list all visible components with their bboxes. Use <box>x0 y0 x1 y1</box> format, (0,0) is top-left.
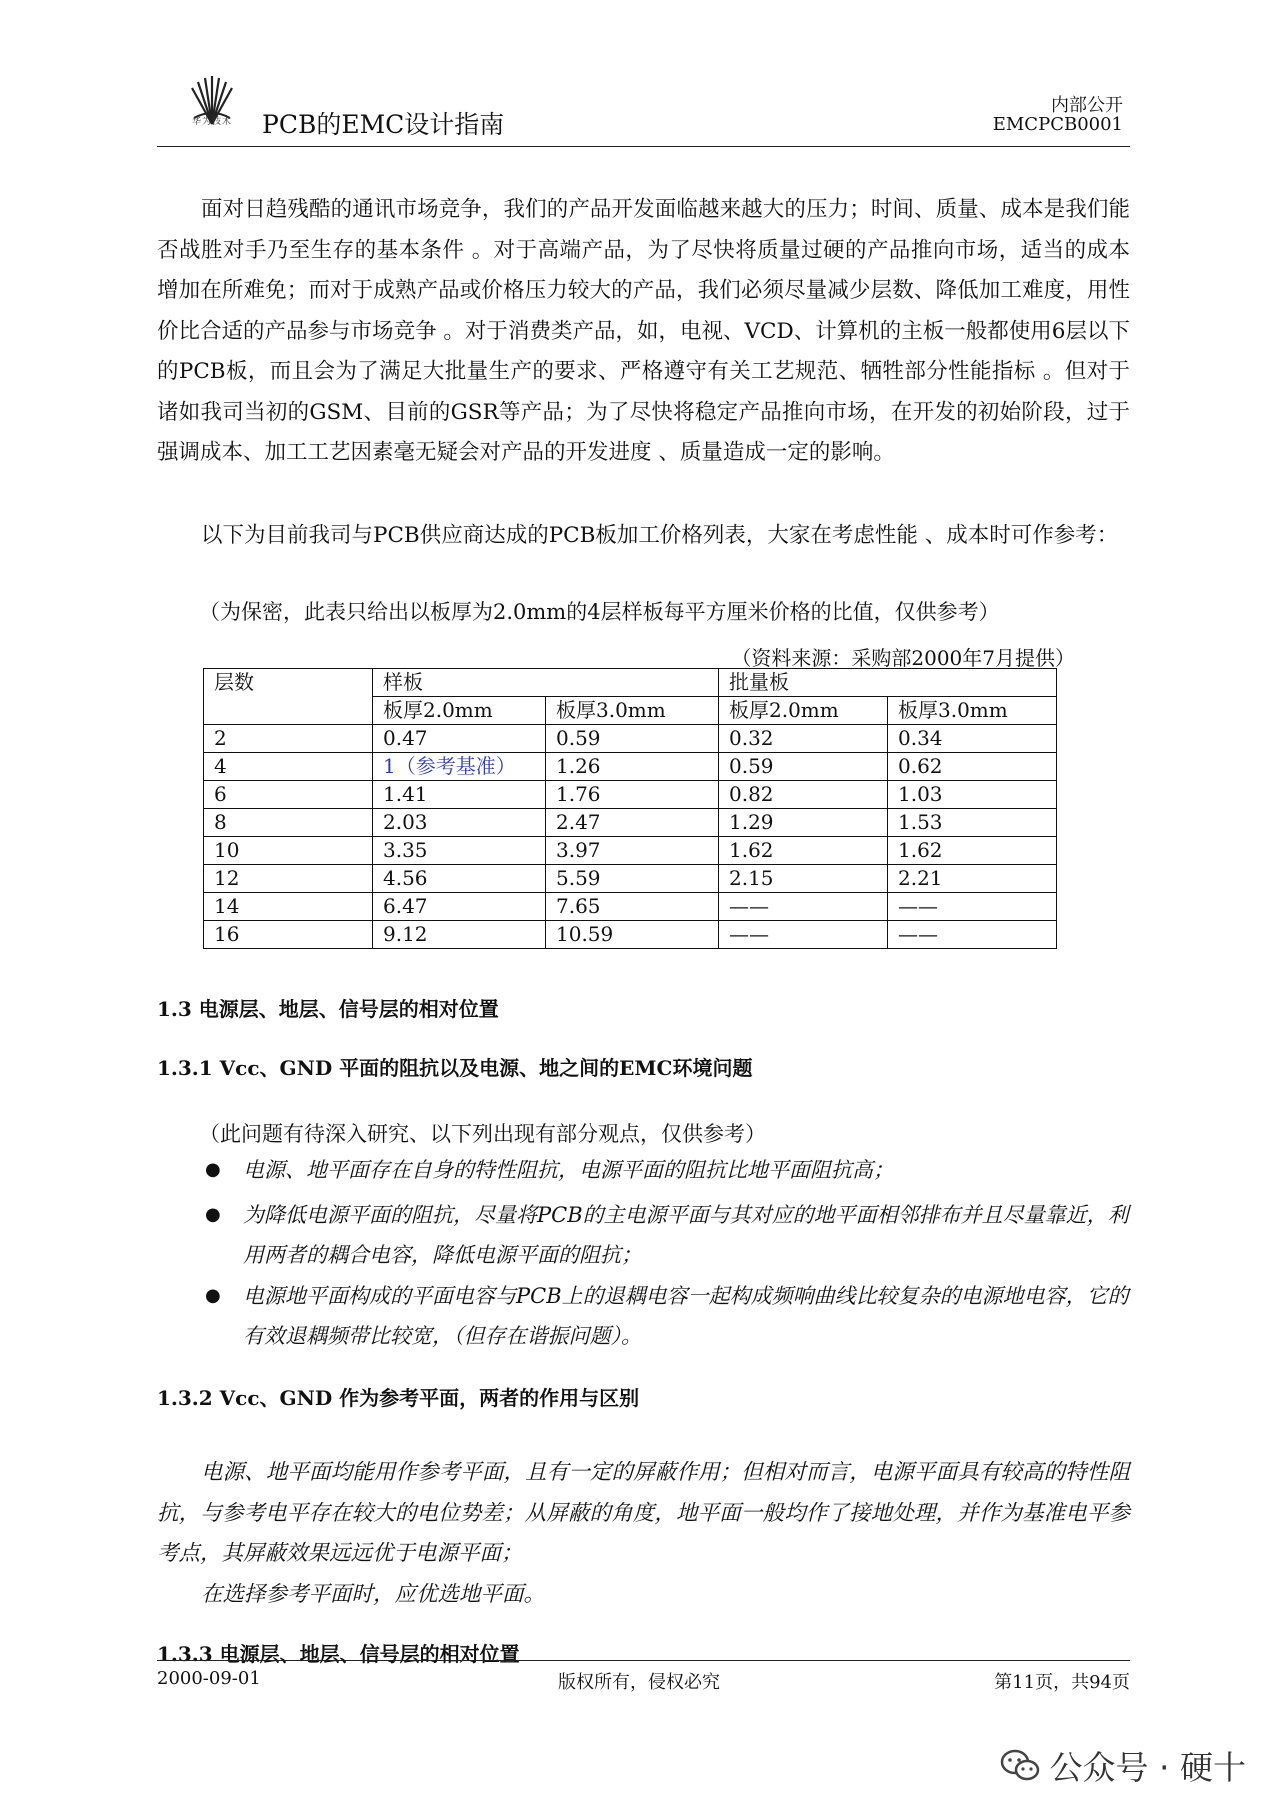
pcb-price-table <box>203 668 1057 949</box>
watermark-text: 公众号 · 硬十 <box>1049 1748 1246 1787</box>
table-row <box>204 865 1057 893</box>
section-heading-1-3-3: 1.3.3 电源层、地层、信号层的相对位置 <box>157 1642 520 1666</box>
table-cell: 1.03 <box>888 781 1057 809</box>
table-cell: 10.59 <box>546 921 719 949</box>
table-cell: —— <box>888 893 1057 921</box>
list-item <box>157 1276 1130 1356</box>
table-cell: 1.29 <box>719 809 888 837</box>
table-cell: 2.21 <box>888 865 1057 893</box>
table-row <box>204 809 1057 837</box>
subheader-batch-2mm: 板厚2.0mm <box>719 697 888 725</box>
header-divider <box>157 146 1130 147</box>
bullet-icon: ● <box>205 1285 221 1306</box>
table-cell: 3.35 <box>373 837 546 865</box>
footer-page-number: 第11页，共94页 <box>994 1672 1130 1693</box>
table-cell: 4 <box>204 753 373 781</box>
table-cell: 1.41 <box>373 781 546 809</box>
table-cell: 0.32 <box>719 725 888 753</box>
table-cell: 16 <box>204 921 373 949</box>
list-item-text: 电源、地平面存在自身的特性阻抗，电源平面的阻抗比地平面阻抗高； <box>243 1158 894 1182</box>
table-cell: 8 <box>204 809 373 837</box>
subheader-sample-3mm: 板厚3.0mm <box>546 697 719 725</box>
table-cell: —— <box>888 921 1057 949</box>
table-row <box>204 781 1057 809</box>
table-row <box>204 725 1057 753</box>
data-source-note: （资料来源：采购部2000年7月提供） <box>731 646 1075 670</box>
document-title: PCB的EMC设计指南 <box>262 110 505 139</box>
header-layers: 层数 <box>204 669 373 725</box>
logo-text: 华为技术 <box>191 117 232 127</box>
bullet-icon: ● <box>205 1159 221 1180</box>
list-item <box>157 1195 1130 1275</box>
intro-paragraph: 面对日趋残酷的通讯市场竞争，我们的产品开发面临越来越大的压力；时间、质量、成本是我们能否战胜对手乃至生存的基本条件 。对于高端产品，为了尽快将质量过硬的产品推向市场，适当的成本增加在所难免；而对于成熟产品或价格压力较大的产品，我们必须尽量减少层数、降低加工难度，用性价比合适的产品参与市场竞争 。对于消费类产品，如，电视、VCD、计算机的主板一般都使用6层以下的PCB板，而且会为了满足大批量生产的要求、严格遵守有关工艺规范、牺牲部分性能指标 。但对于诸如我司当初的GSM、目前的GSR等产品；为了尽快将稳定产品推向市场，在开发的初始阶段，过于强调成本、加工工艺因素毫无疑会对产品的开发进度 、质量造成一定的影响。 <box>157 197 1130 465</box>
footer-copyright: 版权所有，侵权必究 <box>558 1672 720 1693</box>
table-row <box>204 753 1057 781</box>
table-cell: 2.15 <box>719 865 888 893</box>
table-cell: 2 <box>204 725 373 753</box>
table-row <box>204 921 1057 949</box>
table-cell: 1.26 <box>546 753 719 781</box>
subheader-batch-3mm: 板厚3.0mm <box>888 697 1057 725</box>
table-cell: 1.76 <box>546 781 719 809</box>
table-cell: 1.62 <box>888 837 1057 865</box>
table-cell: 0.62 <box>888 753 1057 781</box>
table-header-row <box>204 669 1057 697</box>
price-list-intro-paragraph: 以下为目前我司与PCB供应商达成的PCB板加工价格列表，大家在考虑性能 、成本时可作参考： <box>201 523 1119 548</box>
section-heading-1-3: 1.3 电源层、地层、信号层的相对位置 <box>157 997 499 1021</box>
table-row <box>204 893 1057 921</box>
table-cell: 3.97 <box>546 837 719 865</box>
section-heading-1-3-2: 1.3.2 Vcc、GND 作为参考平面，两者的作用与区别 <box>157 1386 640 1410</box>
table-cell: 2.47 <box>546 809 719 837</box>
table-cell: 0.47 <box>373 725 546 753</box>
footer-divider <box>157 1660 1130 1661</box>
wechat-icon <box>1000 1748 1040 1784</box>
table-cell: 7.65 <box>546 893 719 921</box>
wechat-watermark <box>1000 1742 1246 1789</box>
list-item <box>157 1150 1130 1190</box>
header-batch-board: 批量板 <box>719 669 1057 697</box>
section-heading-1-3-1: 1.3.1 Vcc、GND 平面的阻抗以及电源、地之间的EMC环境问题 <box>157 1056 753 1080</box>
table-cell: 4.56 <box>373 865 546 893</box>
table-row <box>204 837 1057 865</box>
list-item-text: 电源地平面构成的平面电容与PCB上的退耦电容一起构成频响曲线比较复杂的电源地电容，它的有效退耦频带比较宽，（但存在谐振问题）。 <box>243 1284 1129 1348</box>
table-cell: —— <box>719 893 888 921</box>
confidentiality-note: （为保密，此表只给出以板厚为2.0mm的4层样板每平方厘米价格的比值，仅供参考） <box>199 600 1000 624</box>
table-cell: 1.53 <box>888 809 1057 837</box>
reference-plane-paragraph <box>157 1453 1130 1615</box>
table-cell: 9.12 <box>373 921 546 949</box>
table-cell: 2.03 <box>373 809 546 837</box>
header-sample-board: 样板 <box>373 669 719 697</box>
table-cell: 14 <box>204 893 373 921</box>
list-item-text: 为降低电源平面的阻抗，尽量将PCB的主电源平面与其对应的地平面相邻排布并且尽量靠近，利用两者的耦合电容，降低电源平面的阻抗； <box>243 1203 1129 1267</box>
table-cell: 6 <box>204 781 373 809</box>
subheader-sample-2mm: 板厚2.0mm <box>373 697 546 725</box>
bullet-icon: ● <box>205 1204 221 1225</box>
table-cell: 6.47 <box>373 893 546 921</box>
footer-date: 2000-09-01 <box>157 1668 261 1689</box>
document-code: EMCPCB0001 <box>992 114 1123 135</box>
table-cell: —— <box>719 921 888 949</box>
document-classification: 内部公开 <box>1051 95 1123 116</box>
reference-plane-text: 电源、地平面均能用作参考平面，且有一定的屏蔽作用；但相对而言，电源平面具有较高的特性阻抗，与参考电平存在较大的电位势差；从屏蔽的角度，地平面一般均作了接地处理，并作为基准电平参考点，其屏蔽效果远远优于电源平面； <box>157 1460 1130 1566</box>
table-cell: 12 <box>204 865 373 893</box>
table-cell: 0.59 <box>719 753 888 781</box>
table-cell: 0.59 <box>546 725 719 753</box>
table-cell: 0.82 <box>719 781 888 809</box>
reference-baseline-cell: 1（参考基准） <box>373 753 546 781</box>
table-cell: 1.62 <box>719 837 888 865</box>
table-cell: 0.34 <box>888 725 1057 753</box>
table-cell: 10 <box>204 837 373 865</box>
reference-plane-conclusion: 在选择参考平面时，应优选地平面。 <box>201 1581 546 1607</box>
table-cell: 5.59 <box>546 865 719 893</box>
research-note: （此问题有待深入研究、以下列出现有部分观点，仅供参考） <box>199 1122 766 1146</box>
